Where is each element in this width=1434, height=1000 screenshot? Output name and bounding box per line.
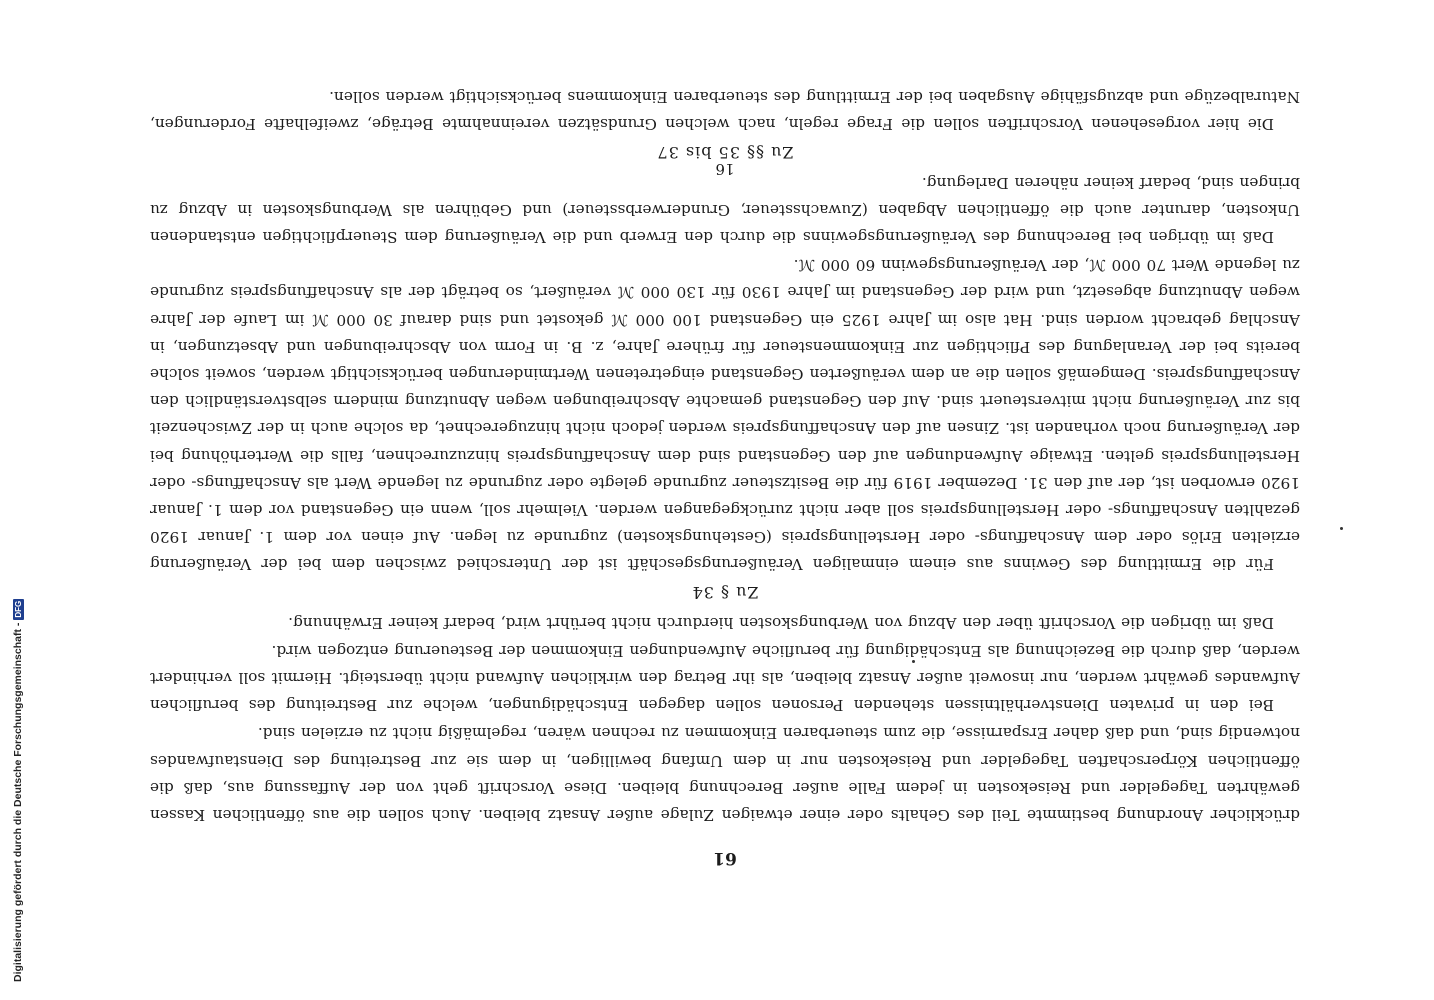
section-heading-35-37: Zu §§ 35 bis 37 — [656, 143, 794, 163]
paragraph: Bei den in privaten Dienstverhältnissen stehenden Personen sollen dagegen Entschädigungen, welche zur Bestreitung des beruflichen Aufwandes gewährt werden, nur insoweit außer Ansatz bleiben, als ihr Betrag den wirklichen Aufwand nicht übersteigt. Hiermit soll verhindert werden, daß durch die Bezeichnung als Entschädigung für berufliche Aufwendungen Einkommen der Besteuerung entzogen wird. — [150, 641, 1300, 715]
sidebar-credit — [0, 0, 24, 1000]
scan-speck — [1340, 527, 1343, 530]
paragraph: Die hier vorgesehenen Vorschriften sollen die Frage regeln, nach welchen Grundsätzen vereinnahmte Beträge, zweifelhafte Forderungen, Naturalbezüge und abzugsfähige Ausgaben bei der Ermittlung des steuerbaren Einkommens berücksichtigt werden sollen. — [150, 88, 1300, 134]
page-number: 61 — [713, 848, 737, 868]
section-heading-34: Zu § 34 — [691, 583, 759, 603]
paragraph: Für die Ermittlung des Gewinns aus einem einmaligen Veräußerungsgeschäft ist der Unterschied zwischen dem bei der Veräußerung erzielten Erlös oder dem Anschaffungs- oder Herstellungspreis (Gestehungskosten) zugrunde zu legen. Auf einen vor dem 1. Januar 1920 gezahlten Anschaffungs- oder Herstellungspreis soll aber nicht zurückgegangen werden. Vielmehr soll, wenn ein Gegenstand vor dem 1. Januar 1920 erworben ist, der auf den 31. Dezember 1919 für die Besitzsteuer zugrunde gelegte oder zugrunde zu legende Wert als Anschaffungs- oder Herstellungspreis gelten. Etwaige Aufwendungen auf den Gegenstand sind dem Anschaffungspreis hinzuzurechnen, falls die Werterhöhung bei der Veräußerung noch vorhanden ist. Zinsen auf den Anschaffungspreis werden jedoch nicht hinzugerechnet, da solche auch in der Zwischenzeit bis zur Veräußerung nicht mitversteuert sind. Auf den Gegenstand gemachte Abschreibungen wegen Abnutzung mindern selbstverständlich den Anschaffungspreis. Demgemäß sollen die an dem veräußerten Gegenstand eingetretenen Wertminderungen berücksichtigt werden, soweit solche bereits bei der Veranlagung des Pflichtigen zur Einkommensteuer für frühere Jahre, z. B. in Form von Abschreibungen und Absetzungen, in Anschlag gebracht worden sind. Hat also im Jahre 1925 ein Gegenstand 100 000 ℳ gekostet und sind darauf 30 000 ℳ im Laufe der Jahre wegen Abnutzung abgesetzt, und wird der Gegenstand im Jahre 1930 für 130 000 ℳ veräußert, so beträgt der als Anschaffungspreis zugrunde zu legende Wert 70 000 ℳ, der Veräußerungsgewinn 60 000 ℳ. — [150, 256, 1300, 574]
credit-text: Digitalisierung gefördert durch die Deutsche Forschungsgemeinschaft - — [12, 622, 24, 982]
scan-speck — [912, 660, 915, 663]
paragraph: Daß im übrigen bei Berechnung des Veräußerungsgewinns die durch den Erwerb und die Veräußerung dem Steuerpflichtigen entstandenen Unkosten, darunter auch die öffentlichen Abgaben (Zuwachssteuer, Grunderwerbssteuer) und Gebühren als Werbungskosten in Abzug zu bringen sind, bedarf keiner näheren Darlegung. — [150, 173, 1300, 246]
signature-number: 16 — [715, 160, 735, 178]
paragraph: Daß im übrigen die Vorschrift über den Abzug von Werbungskosten hierdurch nicht berührt wird, bedarf keiner Erwähnung. — [288, 613, 1274, 632]
credit-line — [12, 599, 24, 982]
paragraph: drücklicher Anordnung bestimmte Teil des Gehalts oder einer etwaigen Zulage außer Ansatz bleiben. Auch sollen die aus öffentlichen Kassen gewährten Tagegelder und Reisekosten in jedem Falle außer Berechnung bleiben. Diese Vorschrift geht von der Auffassung aus, daß die öffentlichen Körperschaften Tagegelder und Reisekosten nur in dem Umfang bewilligen, in dem sie zur Bestreitung des Dienstaufwandes notwendig sind, und daß daher Ersparnisse, die zum steuerbaren Einkommen zu rechnen wären, regelmäßig nicht zu erzielen sind. — [150, 724, 1300, 824]
dfg-logo: DFG — [13, 600, 23, 618]
rotated-page-content — [150, 88, 1300, 870]
